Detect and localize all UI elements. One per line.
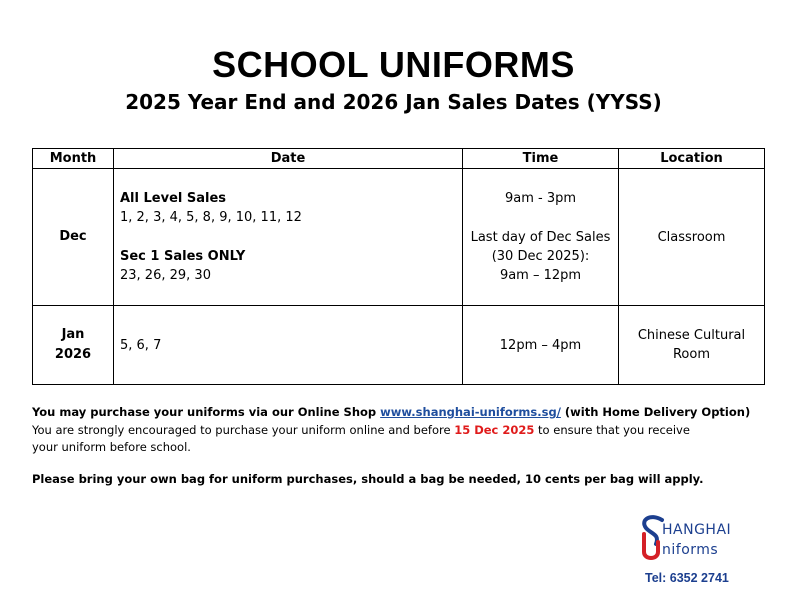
location-cell-jan: [619, 306, 765, 385]
bag-note: Please bring your own bag for uniform purchases, should a bag be needed, 10 cents per bag will apply.: [32, 471, 704, 486]
telephone-number: Tel: 6352 2741: [645, 571, 729, 585]
time-cell-dec: [463, 169, 619, 306]
table-row-jan: [33, 306, 765, 385]
all-level-sales-title: All Level Sales: [120, 191, 227, 206]
header-date: Date: [114, 149, 463, 169]
encourage-note: [32, 422, 752, 440]
sales-schedule-table: [32, 148, 765, 385]
month-label: Jan: [61, 327, 85, 342]
month-cell-jan: [33, 306, 114, 385]
time-jan: 12pm – 4pm: [499, 337, 582, 353]
month-label: Dec: [59, 229, 87, 244]
header-month: Month: [33, 149, 114, 169]
table-row-dec: [33, 169, 765, 306]
month-cell-dec: [33, 169, 114, 306]
logo-text-shanghai: HANGHAI: [662, 522, 732, 538]
encourage-prefix: You are strongly encouraged to purchase your uniform online and before: [32, 422, 455, 437]
online-shop-suffix: (with Home Delivery Option): [560, 405, 751, 419]
shanghai-uniforms-logo: [638, 512, 758, 568]
location-label: Classroom: [657, 229, 726, 245]
notes-section: [32, 404, 752, 488]
time-cell-jan: [463, 306, 619, 385]
online-shop-link[interactable]: www.shanghai-uniforms.sg/: [380, 405, 561, 419]
logo-graphic: [638, 512, 758, 568]
deadline-date: 15 Dec 2025: [454, 422, 535, 437]
time-last-day-hours: 9am – 12pm: [499, 268, 582, 283]
header-location: Location: [619, 149, 765, 169]
time-last-day-date: (30 Dec 2025):: [491, 249, 590, 264]
jan-sales-dates: 5, 6, 7: [120, 337, 162, 353]
date-cell-dec: [114, 169, 463, 306]
sec1-sales-title: Sec 1 Sales ONLY: [120, 249, 246, 264]
header-time: Time: [463, 149, 619, 169]
table-header-row: [33, 149, 765, 169]
all-level-sales-dates: 1, 2, 3, 4, 5, 8, 9, 10, 11, 12: [120, 210, 302, 225]
encourage-note-line2: your uniform before school.: [32, 440, 191, 454]
page-subtitle: 2025 Year End and 2026 Jan Sales Dates (YYSS): [125, 90, 662, 114]
page-title: SCHOOL UNIFORMS: [212, 44, 575, 85]
online-shop-prefix: You may purchase your uniforms via our Online Shop: [32, 405, 381, 419]
logo-text-uniforms: niforms: [662, 542, 719, 558]
location-label: Chinese Cultural: [637, 328, 746, 343]
date-cell-jan: [114, 306, 463, 385]
location-cell-dec: [619, 169, 765, 306]
month-year: 2026: [54, 347, 92, 362]
location-label-line2: Room: [672, 347, 711, 362]
sec1-sales-dates: 23, 26, 29, 30: [120, 268, 211, 283]
encourage-suffix: to ensure that you receive: [534, 422, 690, 437]
time-main: 9am - 3pm: [504, 191, 577, 206]
time-last-day-label: Last day of Dec Sales: [470, 230, 611, 245]
online-shop-note: [32, 404, 752, 422]
